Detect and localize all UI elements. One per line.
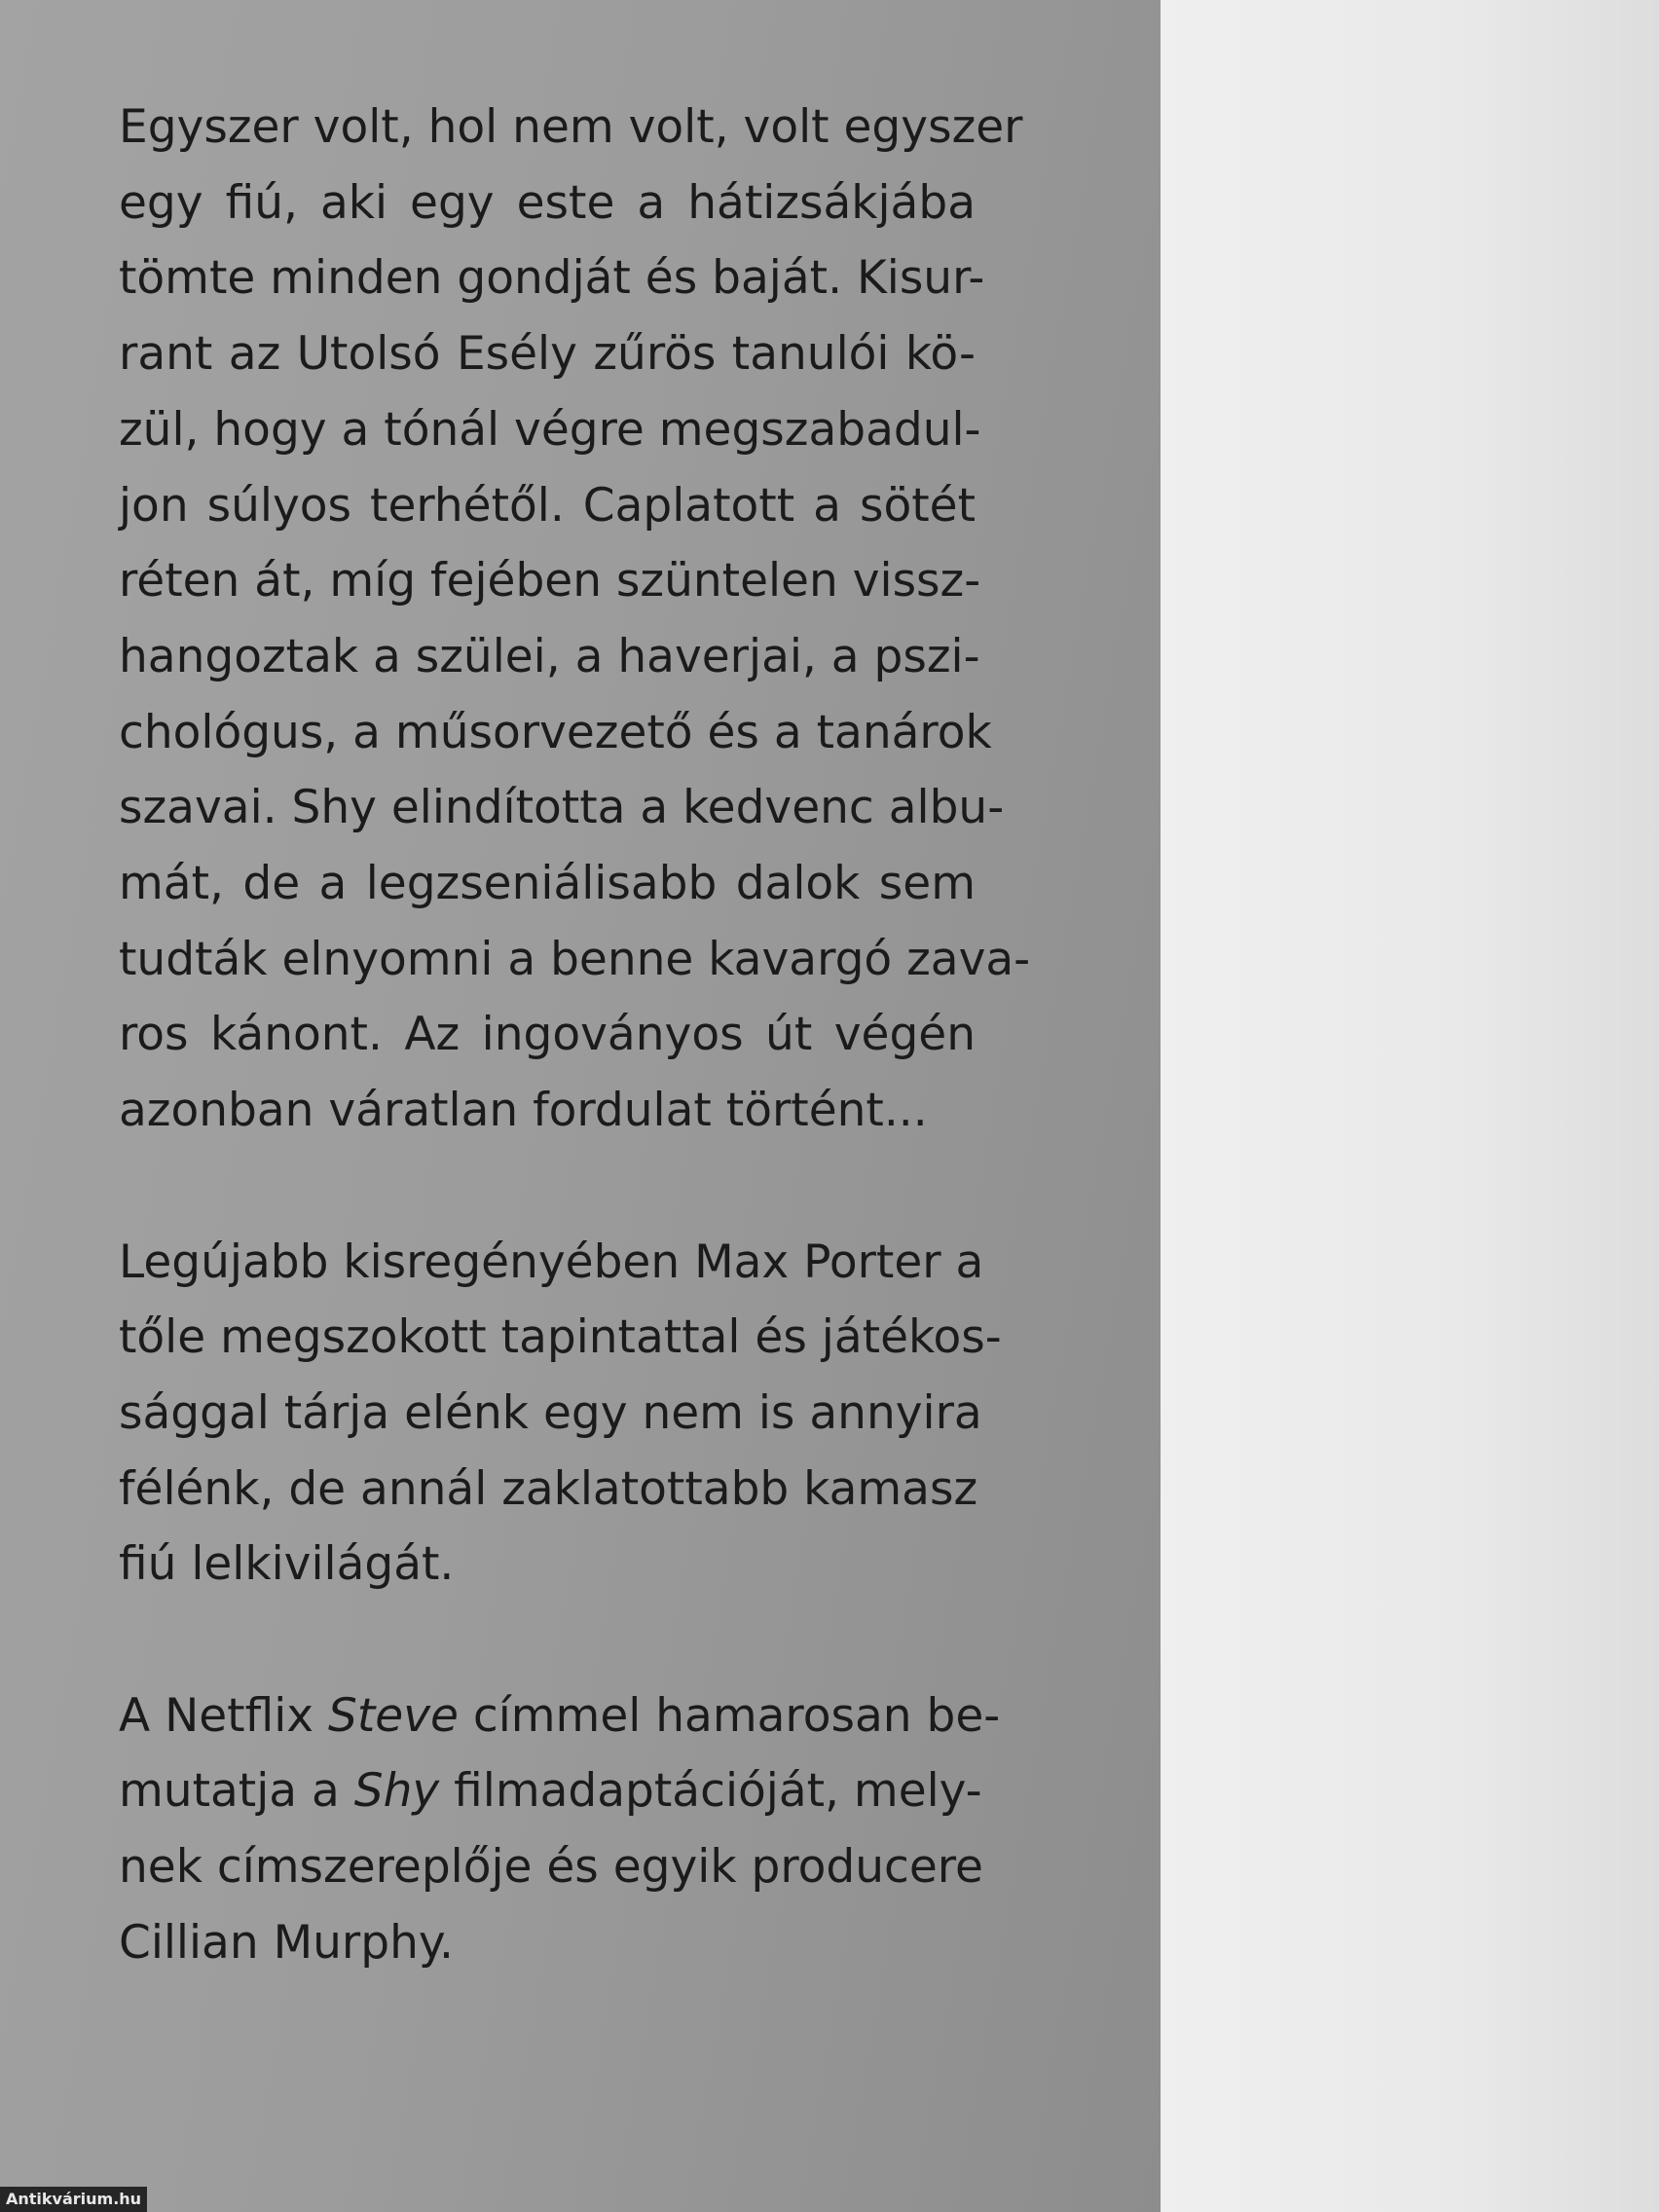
text-line: zül, hogy a tónál végre megszabadul-: [119, 402, 981, 457]
text-line: hangoztak a szülei, a haverjai, a pszi-: [119, 629, 980, 683]
text-line: tömte minden gondját és baját. Kisur-: [119, 251, 985, 306]
text-line: fiú lelkivilágát.: [119, 1537, 455, 1592]
text-line: [119, 1753, 982, 1829]
text-line: Cillian Murphy.: [119, 1915, 454, 1970]
film-title: Steve: [328, 1688, 459, 1743]
text-line: Egyszer volt, hol nem volt, volt egyszer: [119, 100, 1023, 154]
blurb-paragraph-2: [119, 1225, 1002, 1604]
blurb-paragraph-1: [119, 90, 1031, 1149]
text-line: [119, 1678, 1001, 1754]
text-run: A Netflix: [119, 1688, 329, 1743]
text-line: mát, de a legzseniálisabb dalok sem: [119, 857, 976, 911]
blurb-paragraph-3: [119, 1678, 1001, 1981]
text-line: chológus, a műsorvezető és a tanárok: [119, 705, 992, 759]
text-line: ros kánont. Az ingoványos út végén: [119, 1008, 976, 1062]
text-line: jon súlyos terhétől. Caplatott a sötét: [119, 478, 976, 533]
page-edge-background: [1161, 0, 1659, 2212]
text-line: Legújabb kisregényében Max Porter a: [119, 1235, 984, 1289]
text-line: azonban váratlan fordulat történt...: [119, 1084, 928, 1138]
text-line: nek címszereplője és egyik producere: [119, 1840, 983, 1895]
text-line: tőle megszokott tapintattal és játékos-: [119, 1310, 1002, 1365]
text-line: tudták elnyomni a benne kavargó zava-: [119, 932, 1031, 986]
blurb-text: [119, 90, 1031, 1981]
text-run: filmadaptációját, mely-: [439, 1764, 982, 1819]
text-line: félénk, de annál zaklatottabb kamasz: [119, 1461, 978, 1516]
text-line: rant az Utolsó Esély zűrös tanulói kö-: [119, 327, 976, 382]
text-line: sággal tárja elénk egy nem is annyira: [119, 1385, 982, 1440]
text-line: egy fiú, aki egy este a hátizsákjába: [119, 175, 976, 230]
text-line: szavai. Shy elindította a kedvenc albu-: [119, 781, 1005, 835]
book-title: Shy: [353, 1764, 440, 1819]
text-run: mutatja a: [119, 1764, 354, 1819]
text-line: réten át, míg fejében szüntelen vissz-: [119, 554, 981, 608]
source-watermark: Antikvárium.hu: [0, 2187, 147, 2212]
text-run: címmel hamarosan be-: [458, 1688, 1001, 1743]
